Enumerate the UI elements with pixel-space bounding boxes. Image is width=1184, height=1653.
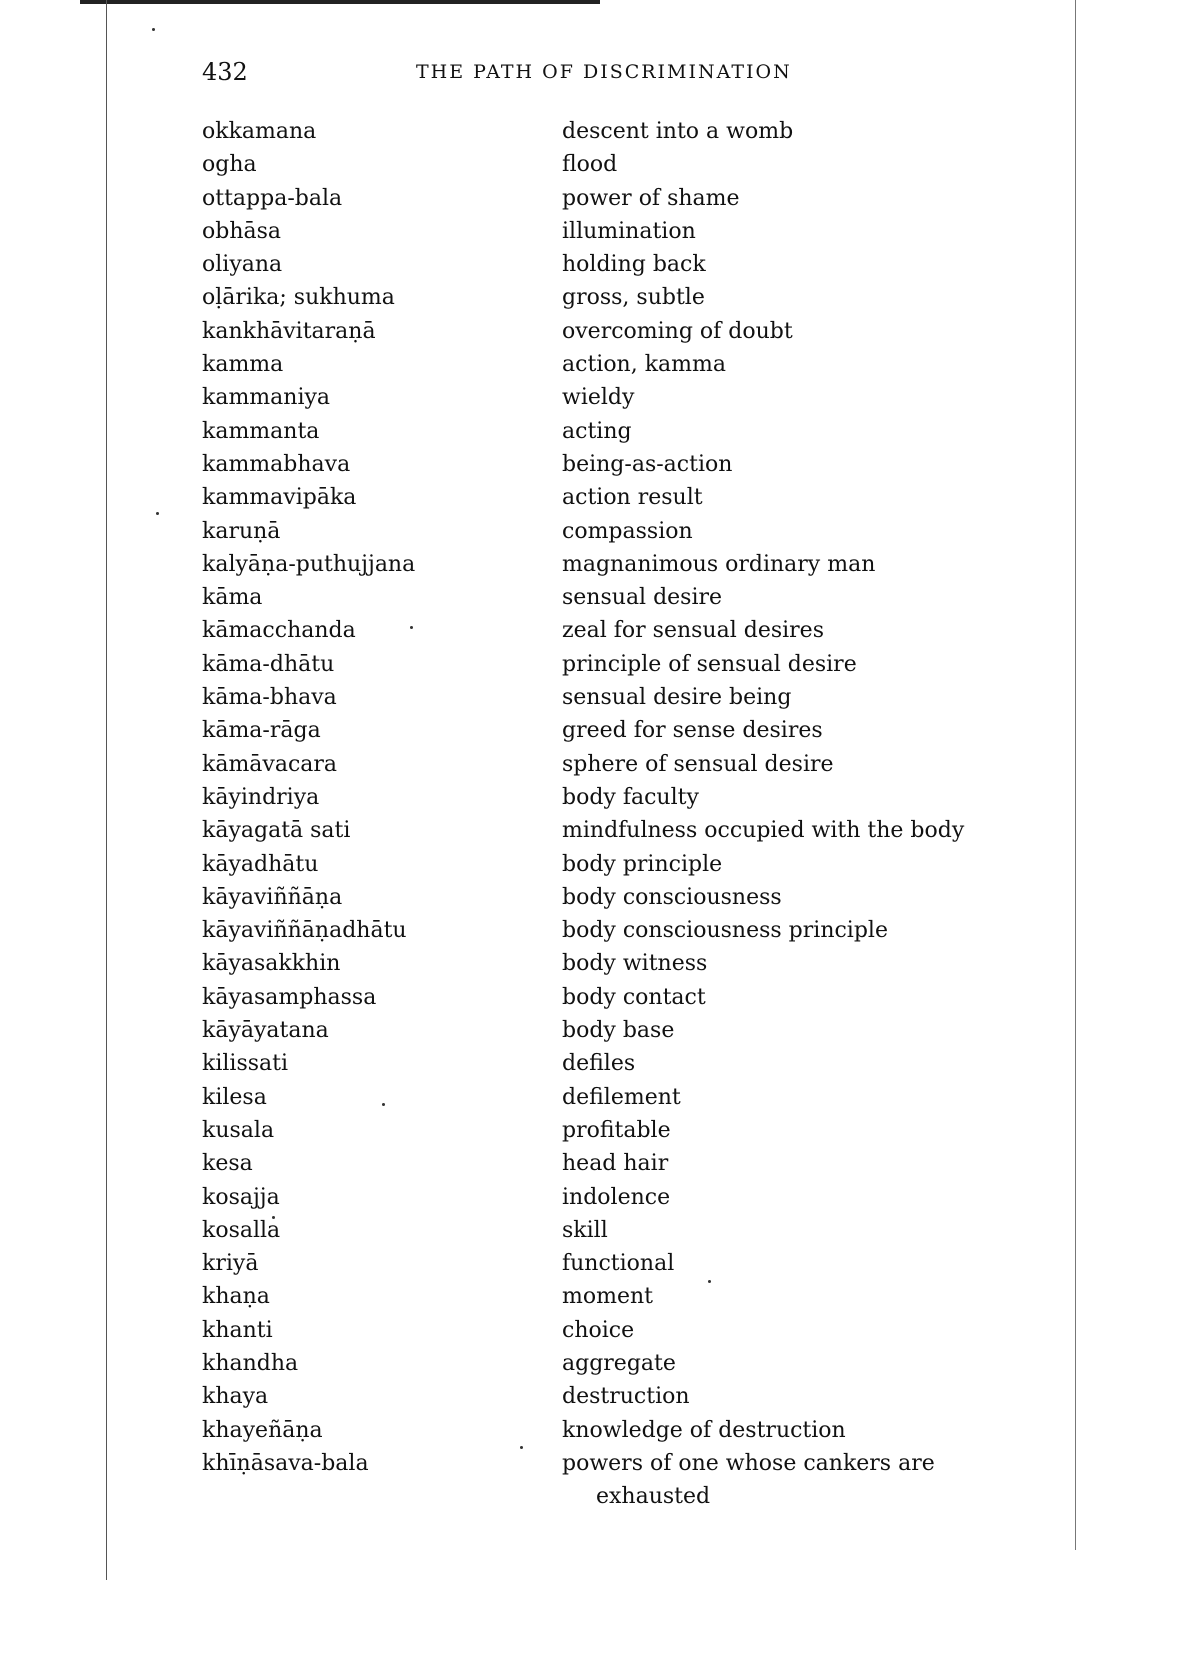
- glossary-entry: [202, 448, 1022, 481]
- english-gloss: being-as-action: [562, 451, 733, 477]
- glossary-list: [202, 115, 1022, 1509]
- glossary-entry: [202, 215, 1022, 248]
- english-gloss: head hair: [562, 1151, 669, 1177]
- english-gloss: profitable: [562, 1117, 671, 1143]
- glossary-entry: [202, 981, 1022, 1014]
- english-gloss: powers of one whose cankers are: [562, 1450, 935, 1476]
- english-gloss: compassion: [562, 518, 693, 544]
- scan-left-edge: [106, 0, 107, 1580]
- english-gloss: sphere of sensual desire: [562, 751, 834, 777]
- english-gloss: defilement: [562, 1084, 681, 1110]
- pali-term: kusala: [202, 1117, 275, 1143]
- pali-term: khandha: [202, 1350, 299, 1376]
- glossary-entry: [202, 115, 1022, 148]
- glossary-entry: [202, 515, 1022, 548]
- glossary-entry: [202, 1280, 1022, 1313]
- pali-term: kāma: [202, 585, 263, 611]
- english-gloss: choice: [562, 1317, 635, 1343]
- glossary-entry: [202, 1081, 1022, 1114]
- english-gloss: flood: [562, 152, 618, 178]
- glossary-entry: [202, 781, 1022, 814]
- pali-term: kriyā: [202, 1251, 259, 1277]
- pali-term: ottappa-bala: [202, 185, 343, 211]
- english-gloss: body principle: [562, 851, 723, 877]
- english-gloss: moment: [562, 1284, 653, 1310]
- glossary-entry: [202, 1114, 1022, 1147]
- glossary-entry: [202, 248, 1022, 281]
- glossary-entry: [202, 681, 1022, 714]
- glossary-entry: [202, 548, 1022, 581]
- pali-term: kammabhava: [202, 451, 351, 477]
- glossary-entry: [202, 581, 1022, 614]
- english-gloss: destruction: [562, 1384, 690, 1410]
- english-gloss: body consciousness: [562, 884, 782, 910]
- pali-term: karuṇā: [202, 518, 281, 544]
- glossary-entry: [202, 648, 1022, 681]
- gloss-continuation: exhausted: [596, 1483, 711, 1509]
- english-gloss: aggregate: [562, 1350, 676, 1376]
- english-gloss: action result: [562, 485, 703, 511]
- pali-term: kāma-bhava: [202, 685, 337, 711]
- english-gloss: sensual desire being: [562, 685, 792, 711]
- pali-term: kosalla: [202, 1217, 281, 1243]
- pali-term: okkamana: [202, 119, 317, 144]
- glossary-entry: [202, 182, 1022, 215]
- english-gloss: magnanimous ordinary man: [562, 551, 876, 577]
- pali-term: kamma: [202, 352, 284, 378]
- glossary-entry: [202, 381, 1022, 414]
- english-gloss: body faculty: [562, 784, 699, 810]
- pali-term: obhāsa: [202, 218, 282, 244]
- scan-right-edge: [1075, 0, 1076, 1550]
- english-gloss: holding back: [562, 252, 706, 278]
- glossary-entry: [202, 1147, 1022, 1180]
- english-gloss: defiles: [562, 1051, 636, 1077]
- english-gloss: acting: [562, 418, 632, 444]
- glossary-entry: [202, 1214, 1022, 1247]
- glossary-entry: [202, 1181, 1022, 1214]
- glossary-entry: [202, 415, 1022, 448]
- english-gloss: greed for sense desires: [562, 718, 823, 744]
- pali-term: khayeñāṇa: [202, 1417, 323, 1443]
- pali-term: kāyadhātu: [202, 851, 319, 877]
- running-head: [0, 55, 1184, 95]
- english-gloss: body base: [562, 1018, 675, 1044]
- glossary-entry: [202, 914, 1022, 947]
- glossary-entry: [202, 714, 1022, 747]
- pali-term: kāma-rāga: [202, 718, 321, 744]
- english-gloss: overcoming of doubt: [562, 318, 793, 344]
- glossary-entry: [202, 1380, 1022, 1413]
- pali-term: khaṇa: [202, 1284, 270, 1310]
- english-gloss: functional: [562, 1251, 675, 1277]
- pali-term: kesa: [202, 1151, 253, 1177]
- glossary-entry: [202, 1047, 1022, 1080]
- pali-term: oḷārika; sukhuma: [202, 285, 395, 311]
- pali-term: kosajja: [202, 1184, 280, 1210]
- pali-term: khanti: [202, 1317, 273, 1343]
- glossary-entry: [202, 1414, 1022, 1447]
- english-gloss: power of shame: [562, 185, 740, 211]
- english-gloss: indolence: [562, 1184, 671, 1210]
- pali-term: oliyana: [202, 252, 283, 278]
- pali-term: kāyasakkhin: [202, 951, 341, 977]
- pali-term: kilissati: [202, 1051, 289, 1077]
- pali-term: khīṇāsava-bala: [202, 1450, 369, 1476]
- glossary-entry: [202, 1247, 1022, 1280]
- english-gloss: gross, subtle: [562, 285, 705, 311]
- glossary-entry: [202, 881, 1022, 914]
- pali-term: kāyindriya: [202, 784, 320, 810]
- english-gloss: illumination: [562, 218, 696, 244]
- scan-speck: [152, 28, 155, 31]
- pali-term: kalyāṇa-puthujjana: [202, 551, 416, 577]
- english-gloss: sensual desire: [562, 585, 723, 611]
- pali-term: kammaniya: [202, 385, 331, 411]
- english-gloss: principle of sensual desire: [562, 651, 857, 677]
- glossary-entry: [202, 281, 1022, 314]
- glossary-entry: [202, 614, 1022, 647]
- scan-top-edge: [80, 0, 600, 4]
- glossary-entry: [202, 748, 1022, 781]
- pali-term: kāyasamphassa: [202, 984, 377, 1010]
- glossary-entry: [202, 481, 1022, 514]
- pali-term: kāyaviññāṇadhātu: [202, 918, 407, 944]
- glossary-entry: [202, 1314, 1022, 1347]
- glossary-entry: [202, 348, 1022, 381]
- pali-term: kāma-dhātu: [202, 651, 335, 677]
- glossary-entry: [202, 315, 1022, 348]
- glossary-entry: [202, 814, 1022, 847]
- pali-term: kāyagatā sati: [202, 818, 351, 844]
- glossary-entry: [202, 848, 1022, 881]
- pali-term: kāmacchanda: [202, 618, 356, 644]
- english-gloss: body consciousness principle: [562, 918, 888, 944]
- english-gloss: body contact: [562, 984, 706, 1010]
- glossary-entry: [202, 1347, 1022, 1380]
- english-gloss: action, kamma: [562, 352, 727, 378]
- scan-speck: [156, 512, 159, 515]
- glossary-entry: [202, 148, 1022, 181]
- english-gloss: skill: [562, 1217, 608, 1243]
- pali-term: kilesa: [202, 1084, 267, 1110]
- pali-term: kāyaviññāṇa: [202, 884, 343, 910]
- pali-term: kankhāvitaraṇā: [202, 318, 376, 344]
- pali-term: kāyāyatana: [202, 1018, 329, 1044]
- english-gloss: body witness: [562, 951, 708, 977]
- glossary-entry: [202, 1014, 1022, 1047]
- pali-term: khaya: [202, 1384, 269, 1410]
- glossary-entry: [202, 1447, 1022, 1509]
- english-gloss: wieldy: [562, 385, 635, 411]
- page-number: 432: [202, 58, 248, 86]
- english-gloss: knowledge of destruction: [562, 1417, 846, 1443]
- book-title: THE PATH OF DISCRIMINATION: [416, 61, 792, 83]
- english-gloss: zeal for sensual desires: [562, 618, 824, 644]
- pali-term: kammanta: [202, 418, 320, 444]
- english-gloss: mindfulness occupied with the body: [562, 818, 965, 844]
- english-gloss: descent into a womb: [562, 119, 794, 144]
- pali-term: kāmāvacara: [202, 751, 338, 777]
- pali-term: ogha: [202, 152, 257, 178]
- pali-term: kammavipāka: [202, 485, 357, 511]
- glossary-entry: [202, 947, 1022, 980]
